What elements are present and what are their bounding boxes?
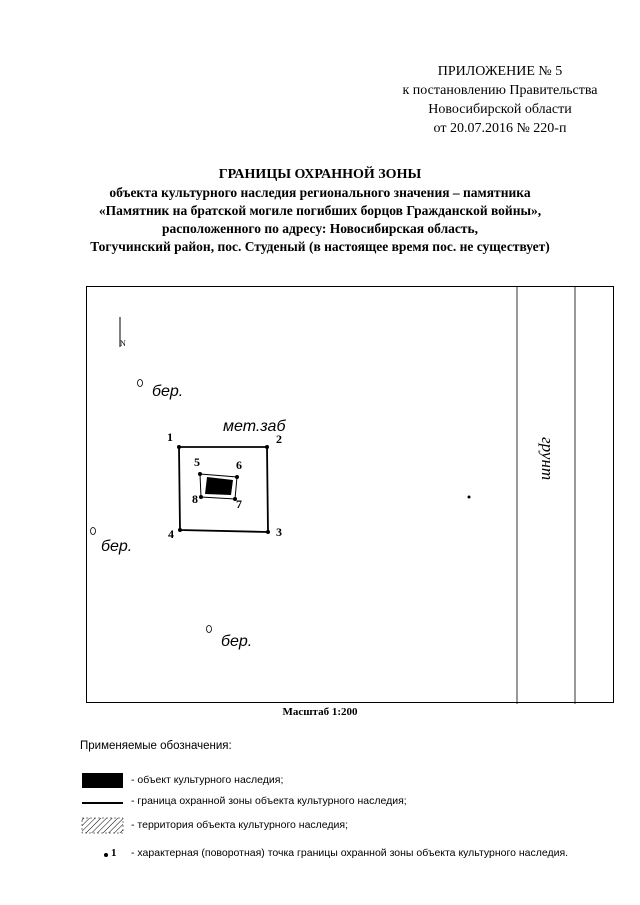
legend-text: - объект культурного наследия; [131,774,284,786]
road-label: грунт [538,437,557,481]
legend-point-symbol [80,844,125,864]
title-line-4: расположенного по адресу: Новосибирская область, [161,221,479,236]
legend-item-object [80,771,640,791]
appendix-number: ПРИЛОЖЕНИЕ № 5 [437,64,563,79]
appendix-date: от 20.07.2016 № 220-п [433,121,567,136]
point-label-2: 2 [276,432,282,446]
point-label-7: 7 [236,497,242,511]
point-label-1: 1 [167,430,173,444]
fence-label: мет.заб [223,418,286,435]
birch-label: бер. [101,538,133,555]
title-line-5: Тогучинский район, пос. Студеный (в настоящее время пос. не существует) [90,239,550,254]
legend-item-boundary [80,792,640,812]
point-marker [177,445,181,449]
point-marker [235,475,239,479]
point-label-6: 6 [236,458,242,472]
title-line-2: объекта культурного наследия регионального значения – памятника [109,185,531,200]
tree-icon [138,380,143,387]
title-line-3: «Памятник на братской могиле погибших борцов Гражданской войны», [98,203,542,218]
birch-label: бер. [221,633,253,650]
document-title [0,166,640,256]
legend-hatch-symbol [80,816,125,836]
legend-point-label: 1 [111,847,117,859]
legend-text: - характерная (поворотная) точка границы охранной зоны объекта культурного наследия. [131,847,569,859]
point-marker [266,530,270,534]
point-label-4: 4 [168,527,174,541]
legend-object-symbol [80,771,125,791]
point-label-5: 5 [194,455,200,469]
point-marker [178,528,182,532]
title-main: ГРАНИЦЫ ОХРАННОЙ ЗОНЫ [218,167,422,182]
appendix-region: Новосибирской области [428,102,572,117]
point-label-3: 3 [276,525,282,539]
cultural-object [205,477,233,495]
tree-icon [207,626,212,633]
point-label-8: 8 [192,492,198,506]
legend-title: Применяемые обозначения: [80,740,232,752]
appendix-resolution: к постановлению Правительства [402,83,598,98]
scale-label: Масштаб 1:200 [282,706,358,718]
map-drawing [87,287,615,704]
point-marker [198,472,202,476]
point-marker [265,445,269,449]
survey-dot [468,496,471,499]
protection-zone-map [86,286,614,703]
legend-boundary-symbol [80,792,125,812]
legend-text: - территория объекта культурного наследия; [131,819,349,831]
legend-item-territory [80,816,640,836]
birch-label: бер. [152,383,184,400]
appendix-header [360,62,640,138]
legend-text: - граница охранной зоны объекта культурного наследия; [131,795,407,807]
point-marker [199,495,203,499]
legend-item-point [80,844,640,864]
north-label: N [120,339,126,348]
tree-icon [91,528,96,535]
